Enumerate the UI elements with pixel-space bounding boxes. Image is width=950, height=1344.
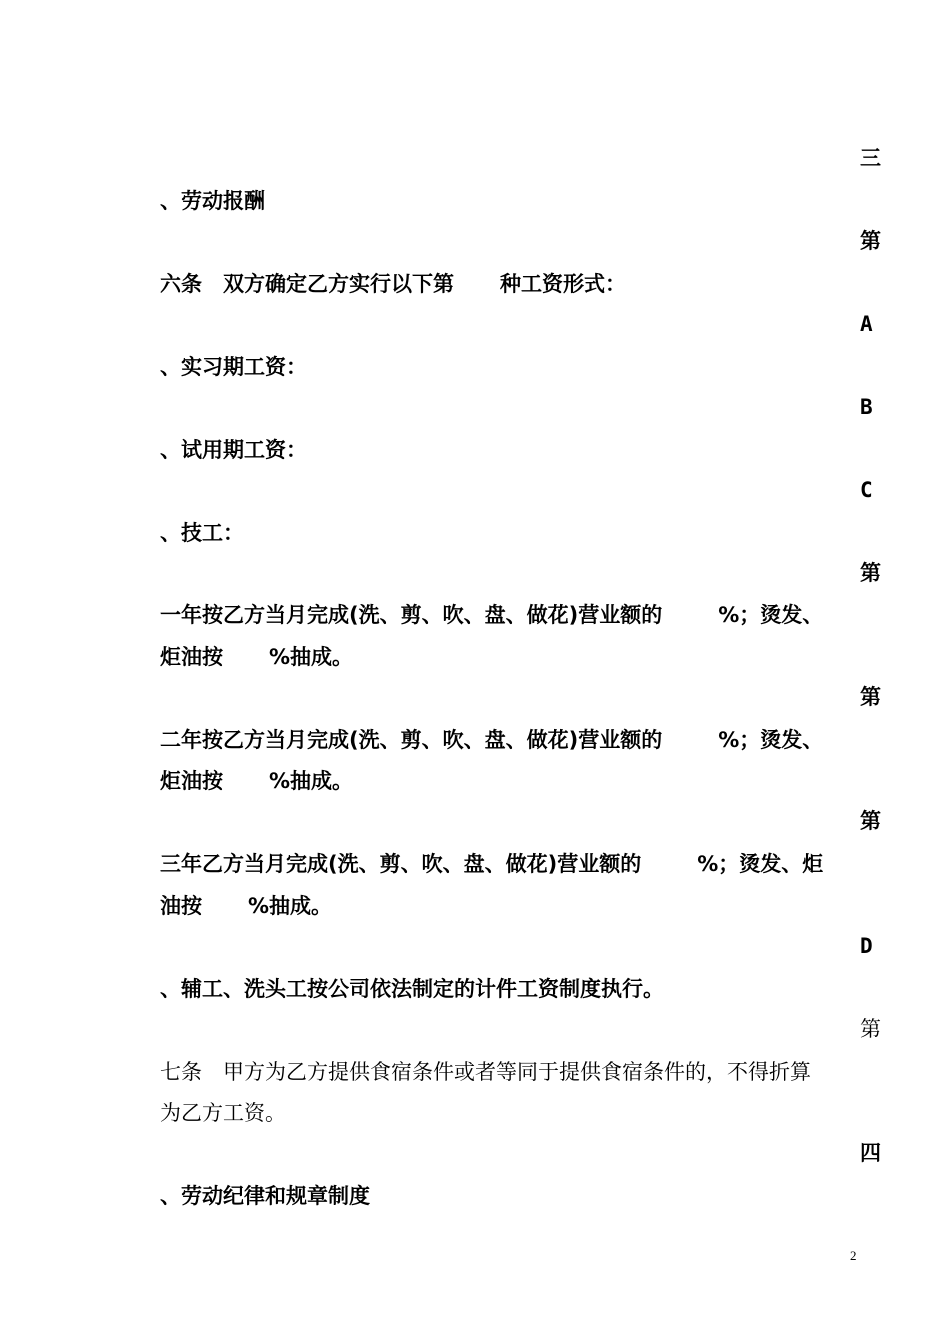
year-two-text: 二年按乙方当月完成(洗、剪、吹、盘、做花)营业额的 (160, 728, 663, 752)
article-six-text: 六条 双方确定乙方实行以下第 (160, 272, 454, 296)
page-number: 2 (850, 1248, 857, 1263)
year-two-perm-label: 炬油按 (160, 769, 223, 793)
right-char: 第 (860, 1017, 881, 1041)
year-two-line (160, 725, 823, 755)
right-char: 三 (860, 146, 881, 170)
right-char: D (860, 934, 873, 958)
section-heading-labor-pay: 、劳动报酬 (160, 189, 265, 213)
right-char: 第 (860, 685, 881, 709)
year-one-text: 一年按乙方当月完成(洗、剪、吹、盘、做花)营业额的 (160, 603, 663, 627)
right-char: A (860, 312, 873, 336)
technician-line: 、技工： (160, 521, 244, 545)
right-char: C (860, 478, 873, 502)
year-three-text-tail: %；烫发、炬 (697, 852, 824, 876)
right-char: 第 (860, 809, 881, 833)
section-heading-discipline: 、劳动纪律和规章制度 (160, 1184, 370, 1208)
probation-wage-line: 、试用期工资： (160, 438, 307, 462)
year-one-line (160, 600, 823, 630)
article-seven-line-2: 为乙方工资。 (160, 1101, 286, 1125)
year-two-perm-rate: %抽成。 (269, 769, 354, 793)
right-char: 第 (860, 561, 881, 585)
year-three-perm-label: 油按 (160, 894, 202, 918)
right-char: B (860, 395, 873, 419)
year-two-line-2 (160, 766, 353, 796)
internship-wage-line: 、实习期工资： (160, 355, 307, 379)
year-one-perm-rate: %抽成。 (269, 645, 354, 669)
right-char: 四 (860, 1141, 881, 1165)
year-one-line-2 (160, 642, 353, 672)
year-one-text-tail: %；烫发、 (718, 603, 824, 627)
year-three-perm-rate: %抽成。 (248, 894, 333, 918)
assistant-wage-line: 、辅工、洗头工按公司依法制定的计件工资制度执行。 (160, 977, 664, 1001)
year-one-perm-label: 炬油按 (160, 645, 223, 669)
article-six-line (160, 269, 626, 299)
article-six-text-tail: 种工资形式： (500, 272, 626, 296)
year-three-text: 三年乙方当月完成(洗、剪、吹、盘、做花)营业额的 (160, 852, 642, 876)
right-char: 第 (860, 229, 881, 253)
year-three-line-2 (160, 891, 332, 921)
year-three-line (160, 849, 823, 879)
article-seven-line: 七条 甲方为乙方提供食宿条件或者等同于提供食宿条件的，不得折算 (160, 1060, 811, 1084)
year-two-text-tail: %；烫发、 (718, 728, 824, 752)
